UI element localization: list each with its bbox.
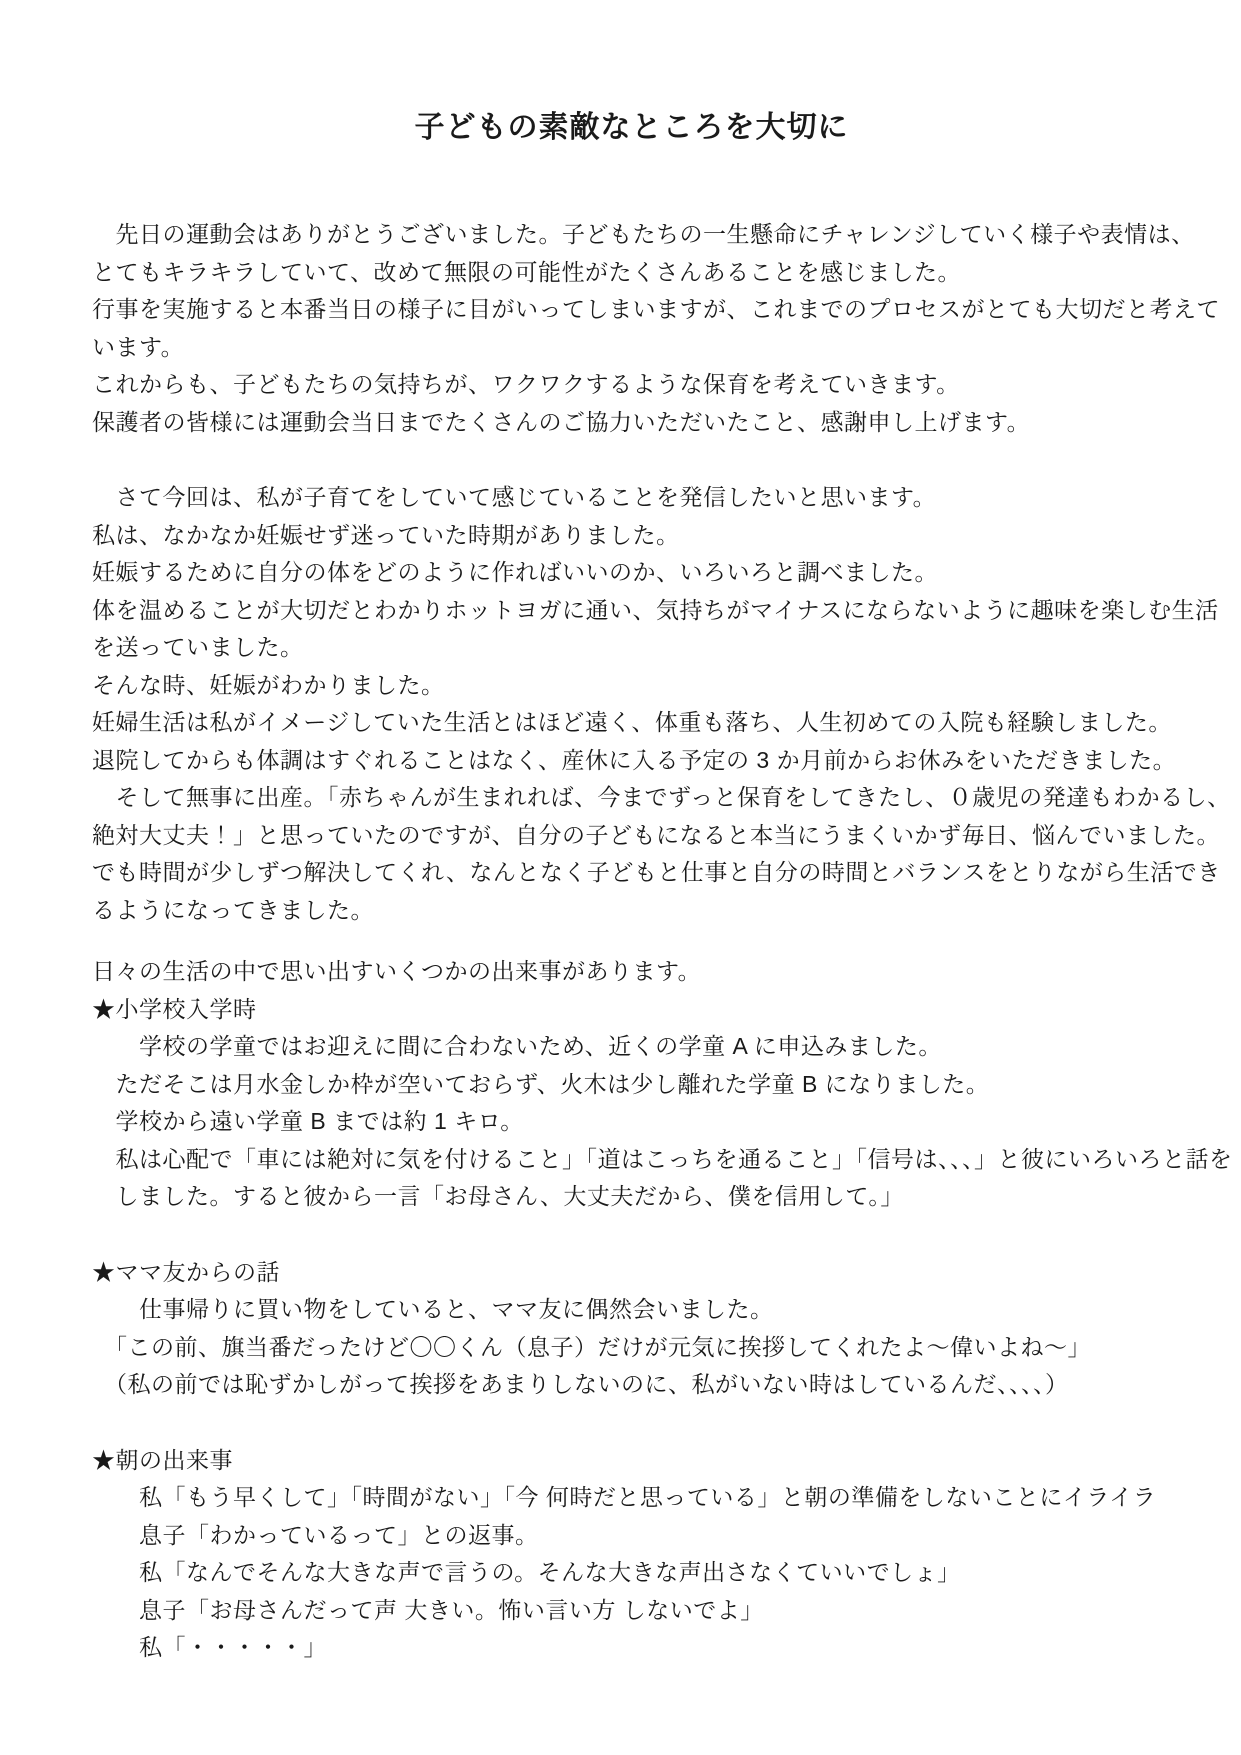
text-line: 妊婦生活は私がイメージしていた生活とはほど遠く、体重も落ち、人生初めての入院も経験しました。 <box>92 709 1172 735</box>
text-line: そんな時、妊娠がわかりました。 <box>92 671 445 698</box>
text-line: （私の前では恥ずかしがって挨拶をあまりしないのに、私がいない時はしているんだ、、、、） <box>92 1371 1069 1397</box>
paragraph-block <box>92 216 1220 441</box>
text-line: 退院してからも体調はすぐれることはなく、産休に入る予定の 3 か月前からお休みをいただきました。 <box>92 746 1177 773</box>
text-line: そして無事に出産。「赤ちゃんが生まれれば、今までずっと保育をしてきたし、０歳児の発達もわかるし、 <box>92 784 1231 810</box>
paragraph-block <box>92 953 1233 1216</box>
document-body <box>92 216 1233 1667</box>
text-line: でも時間が少しずつ解決してくれ、なんとなく子どもと仕事と自分の時間とバランスをとりながら生活でき <box>92 859 1221 885</box>
text-line: 私「・・・・・」 <box>92 1634 327 1660</box>
text-line: ★ママ友からの話 <box>92 1258 280 1285</box>
text-line: 息子「お母さんだって声 大きい。怖い言い方 しないでよ」 <box>92 1596 764 1623</box>
text-line: これからも、子どもたちの気持ちが、ワクワクするような保育を考えていきます。 <box>92 371 960 397</box>
text-line: 行事を実施すると本番当日の様子に目がいってしまいますが、これまでのプロセスがとても大切だと考えて <box>92 296 1220 322</box>
text-line: 先日の運動会はありがとうございました。子どもたちの一生懸命にチャレンジしていく様子や表情は、 <box>92 221 1195 247</box>
text-line: 体を温めることが大切だとわかりホットヨガに通い、気持ちがマイナスにならないように趣味を楽しむ生活 <box>92 596 1219 623</box>
text-line: 私「もう早くして」「時間がない」「今 何時だと思っている」と朝の準備をしないことにイライラ <box>92 1484 1157 1510</box>
text-line: るようになってきました。 <box>92 896 374 923</box>
text-line: 私は心配で「車には絶対に気を付けること」「道はこっちを通ること」「信号は、、、」と彼にいろいろと話を <box>92 1145 1233 1172</box>
text-line: 学校の学童ではお迎えに間に合わないため、近くの学童 A に申込みました。 <box>92 1033 942 1059</box>
text-line: ただそこは月水金しか枠が空いておらず、火木は少し離れた学童 B になりました。 <box>92 1070 990 1097</box>
text-line: 私「なんでそんな大きな声で言うの。そんな大きな声出さなくていいでしょ」 <box>92 1559 961 1585</box>
text-line: 妊娠するために自分の体をどのように作ればいいのか、いろいろと調べました。 <box>92 559 938 585</box>
paragraph-block <box>92 1442 1171 1667</box>
text-line: 「この前、旗当番だったけど〇〇くん（息子）だけが元気に挨拶してくれたよ～偉いよね～」 <box>92 1333 1091 1360</box>
paragraph-block <box>92 479 1231 929</box>
text-line: 保護者の皆様には運動会当日までたくさんのご協力いただいたこと、感謝申し上げます。 <box>92 408 1031 435</box>
text-line: ★小学校入学時 <box>92 995 257 1022</box>
text-line: 学校から遠い学童 B までは約 1 キロ。 <box>92 1108 524 1134</box>
text-line: 日々の生活の中で思い出すいくつかの出来事があります。 <box>92 958 702 984</box>
text-line: を送っていました。 <box>92 634 304 660</box>
text-line: います。 <box>92 333 185 360</box>
text-line: ★朝の出来事 <box>92 1446 233 1473</box>
text-line: 仕事帰りに買い物をしていると、ママ友に偶然会いました。 <box>92 1296 774 1322</box>
text-line: しました。すると彼から一言「お母さん、大丈夫だから、僕を信用して。」 <box>92 1183 904 1209</box>
text-line: 絶対大丈夫！」と思っていたのですが、自分の子どもになると本当にうまくいかず毎日、悩んでいました。 <box>92 821 1220 848</box>
paragraph-block <box>92 1254 1171 1404</box>
text-line: 私は、なかなか妊娠せず迷っていた時期がありました。 <box>92 521 680 548</box>
text-line: とてもキラキラしていて、改めて無限の可能性がたくさんあることを感じました。 <box>92 258 962 285</box>
document-title: 子どもの素敵なところを大切に <box>414 111 849 144</box>
text-line: 息子「わかっているって」との返事。 <box>92 1521 539 1548</box>
text-line: さて今回は、私が子育てをしていて感じていることを発信したいと思います。 <box>92 484 937 510</box>
